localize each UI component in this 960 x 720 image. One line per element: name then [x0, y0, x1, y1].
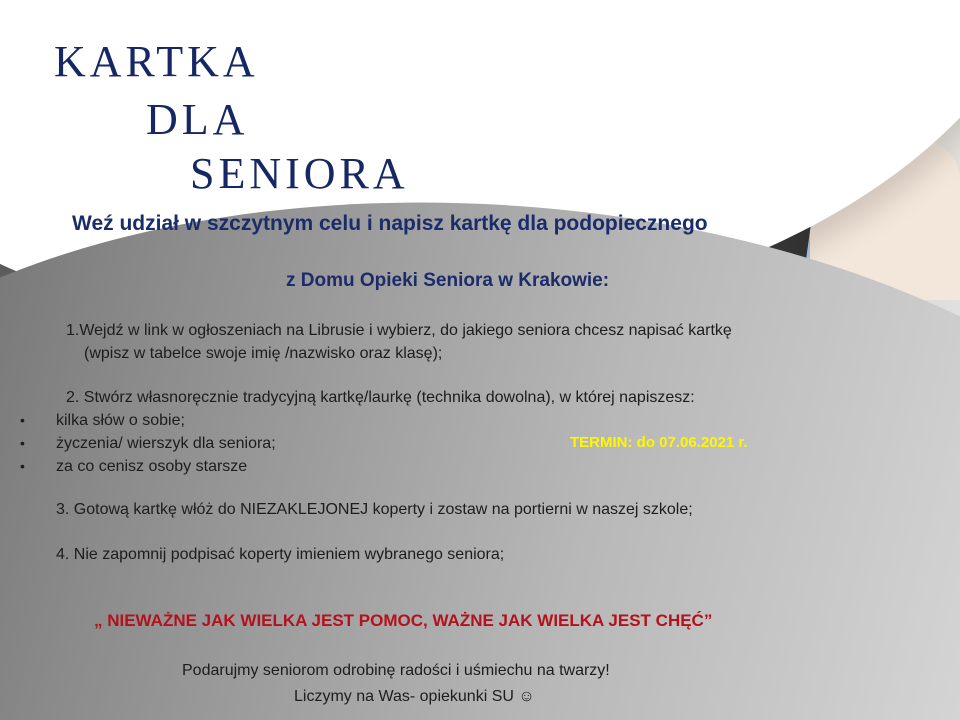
- step-1-line-1: 1.Wejdź w link w ogłoszeniach na Librusie i wybierz, do jakiego seniora chcesz napisać kartkę: [66, 322, 732, 339]
- deadline-text: TERMIN: do 07.06.2021 r.: [570, 434, 748, 451]
- title-line-3: SENIORA: [190, 149, 409, 198]
- main-headline: Weź udział w szczytnym celu i napisz kartkę dla podopiecznego: [72, 212, 708, 235]
- bullet-dot-3: •: [20, 458, 25, 474]
- step-2-bullet-1: kilka słów o sobie;: [56, 412, 185, 429]
- step-2-bullet-3: za co cenisz osoby starsze: [56, 458, 248, 475]
- bullet-dot-2: •: [20, 435, 25, 451]
- step-4: 4. Nie zapomnij podpisać koperty imieniem wybranego seniora;: [56, 546, 505, 563]
- step-3: 3. Gotową kartkę włóż do NIEZAKLEJONEJ koperty i zostaw na portierni w naszej szkole;: [56, 501, 693, 518]
- step-2-bullet-2: życzenia/ wierszyk dla seniora;: [56, 435, 276, 452]
- motto-quote: „ NIEWAŻNE JAK WIELKA JEST POMOC, WAŻNE JAK WIELKA JEST CHĘĆ”: [94, 611, 713, 630]
- title-line-2: DLA: [146, 95, 249, 144]
- step-1-line-2: (wpisz w tabelce swoje imię /nazwisko oraz klasę);: [84, 345, 443, 362]
- sub-headline: z Domu Opieki Seniora w Krakowie:: [286, 270, 610, 291]
- bullet-dot-1: •: [20, 412, 25, 428]
- closing-line-1: Podarujmy seniorom odrobinę radości i uśmiechu na twarzy!: [182, 662, 610, 679]
- title-line-1: KARTKA: [54, 37, 259, 86]
- step-2-intro: 2. Stwórz własnoręcznie tradycyjną kartkę/laurkę (technika dowolna), w której napiszesz:: [66, 389, 695, 406]
- closing-line-2: Liczymy na Was- opiekunki SU ☺: [294, 688, 535, 705]
